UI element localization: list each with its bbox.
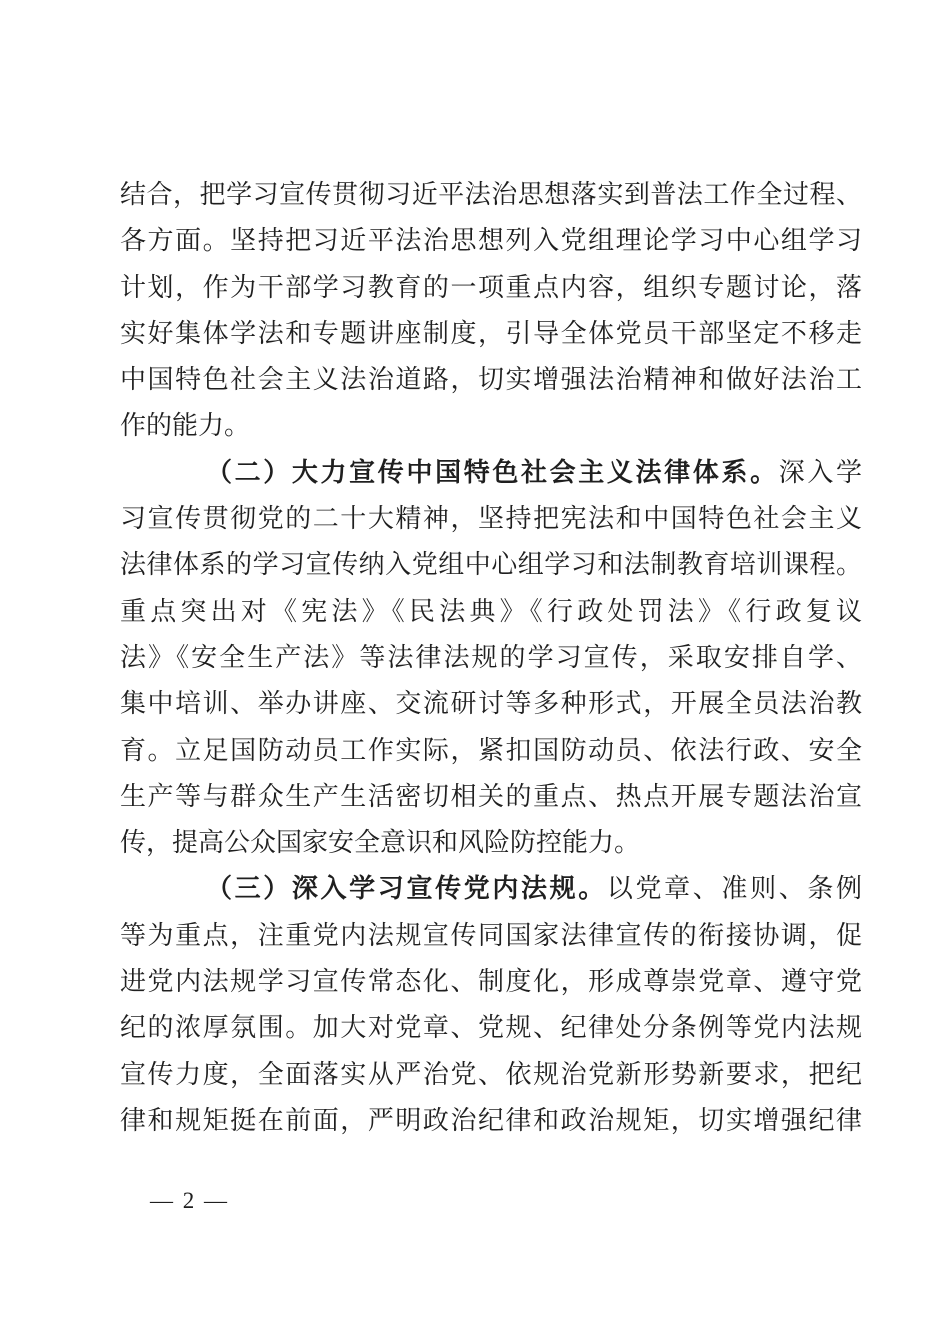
- line-text: 法律体系的学习宣传纳入党组中心组学习和法制教育培训课程。: [120, 550, 862, 580]
- text-line: [120, 774, 862, 820]
- line-text: 结合，把学习宣传贯彻习近平法治思想落实到普法工作全过程、: [120, 180, 862, 209]
- text-line: [120, 635, 862, 681]
- paragraph-3-section: [120, 866, 862, 1144]
- page-number: — 2 —: [150, 1188, 229, 1213]
- text-line: [120, 1005, 862, 1051]
- line-text: 作的能力。: [120, 411, 251, 441]
- paragraph-2-section: [120, 450, 862, 867]
- line-text: 深入学: [778, 457, 862, 487]
- text-line: [120, 1098, 862, 1144]
- section-heading: （二）大力宣传中国特色社会主义法律体系。: [206, 457, 779, 487]
- line-text: 习宣传贯彻党的二十大精神，坚持把宪法和中国特色社会主义: [120, 504, 862, 534]
- text-line: [120, 913, 862, 959]
- line-text: 计划，作为干部学习教育的一项重点内容，组织专题讨论，落: [120, 272, 862, 302]
- text-block: [120, 172, 862, 1144]
- text-line: [120, 403, 862, 449]
- text-line: [120, 866, 862, 912]
- line-text: 法》《安全生产法》等法律法规的学习宣传，采取安排自学、: [120, 642, 862, 672]
- line-text: 以党章、准则、条例: [606, 874, 862, 904]
- text-line: [120, 542, 862, 588]
- text-line: [120, 681, 862, 727]
- text-line: [120, 172, 862, 218]
- line-text: 纪的浓厚氛围。加大对党章、党规、纪律处分条例等党内法规: [120, 1013, 862, 1043]
- line-text: 集中培训、举办讲座、交流研讨等多种形式，开展全员法治教: [120, 689, 862, 719]
- line-text: 生产等与群众生产生活密切相关的重点、热点开展专题法治宣: [120, 781, 862, 811]
- line-text: 宣传力度，全面落实从严治党、依规治党新形势新要求，把纪: [120, 1059, 862, 1089]
- text-line: [120, 357, 862, 403]
- text-line: [120, 496, 862, 542]
- line-text: 等为重点，注重党内法规宣传同国家法律宣传的衔接协调，促: [120, 920, 862, 950]
- line-text: 中国特色社会主义法治道路，切实增强法治精神和做好法治工: [120, 365, 862, 395]
- text-line: [120, 218, 862, 264]
- text-line: [120, 311, 862, 357]
- text-line: [120, 265, 862, 311]
- line-text: 各方面。坚持把习近平法治思想列入党组理论学习中心组学习: [120, 226, 862, 256]
- line-text: 重点突出对《宪法》《民法典》《行政处罚法》《行政复议: [120, 596, 862, 626]
- text-line: [120, 1052, 862, 1098]
- text-line: [120, 728, 862, 774]
- text-line: [120, 820, 862, 866]
- section-heading: （三）深入学习宣传党内法规。: [206, 874, 607, 904]
- text-line: [120, 450, 862, 496]
- text-line: [120, 589, 862, 635]
- line-text: 实好集体学法和专题讲座制度，引导全体党员干部坚定不移走: [120, 318, 862, 348]
- paragraph-1-continued: [120, 172, 862, 450]
- line-text: 进党内法规学习宣传常态化、制度化，形成尊崇党章、遵守党: [120, 967, 862, 997]
- text-line: [120, 959, 862, 1005]
- page-footer: [150, 1188, 229, 1214]
- line-text: 律和规矩挺在前面，严明政治纪律和政治规矩，切实增强纪律: [120, 1105, 862, 1135]
- line-text: 育。立足国防动员工作实际，紧扣国防动员、依法行政、安全: [120, 735, 862, 765]
- line-text: 传，提高公众国家安全意识和风险防控能力。: [120, 828, 641, 858]
